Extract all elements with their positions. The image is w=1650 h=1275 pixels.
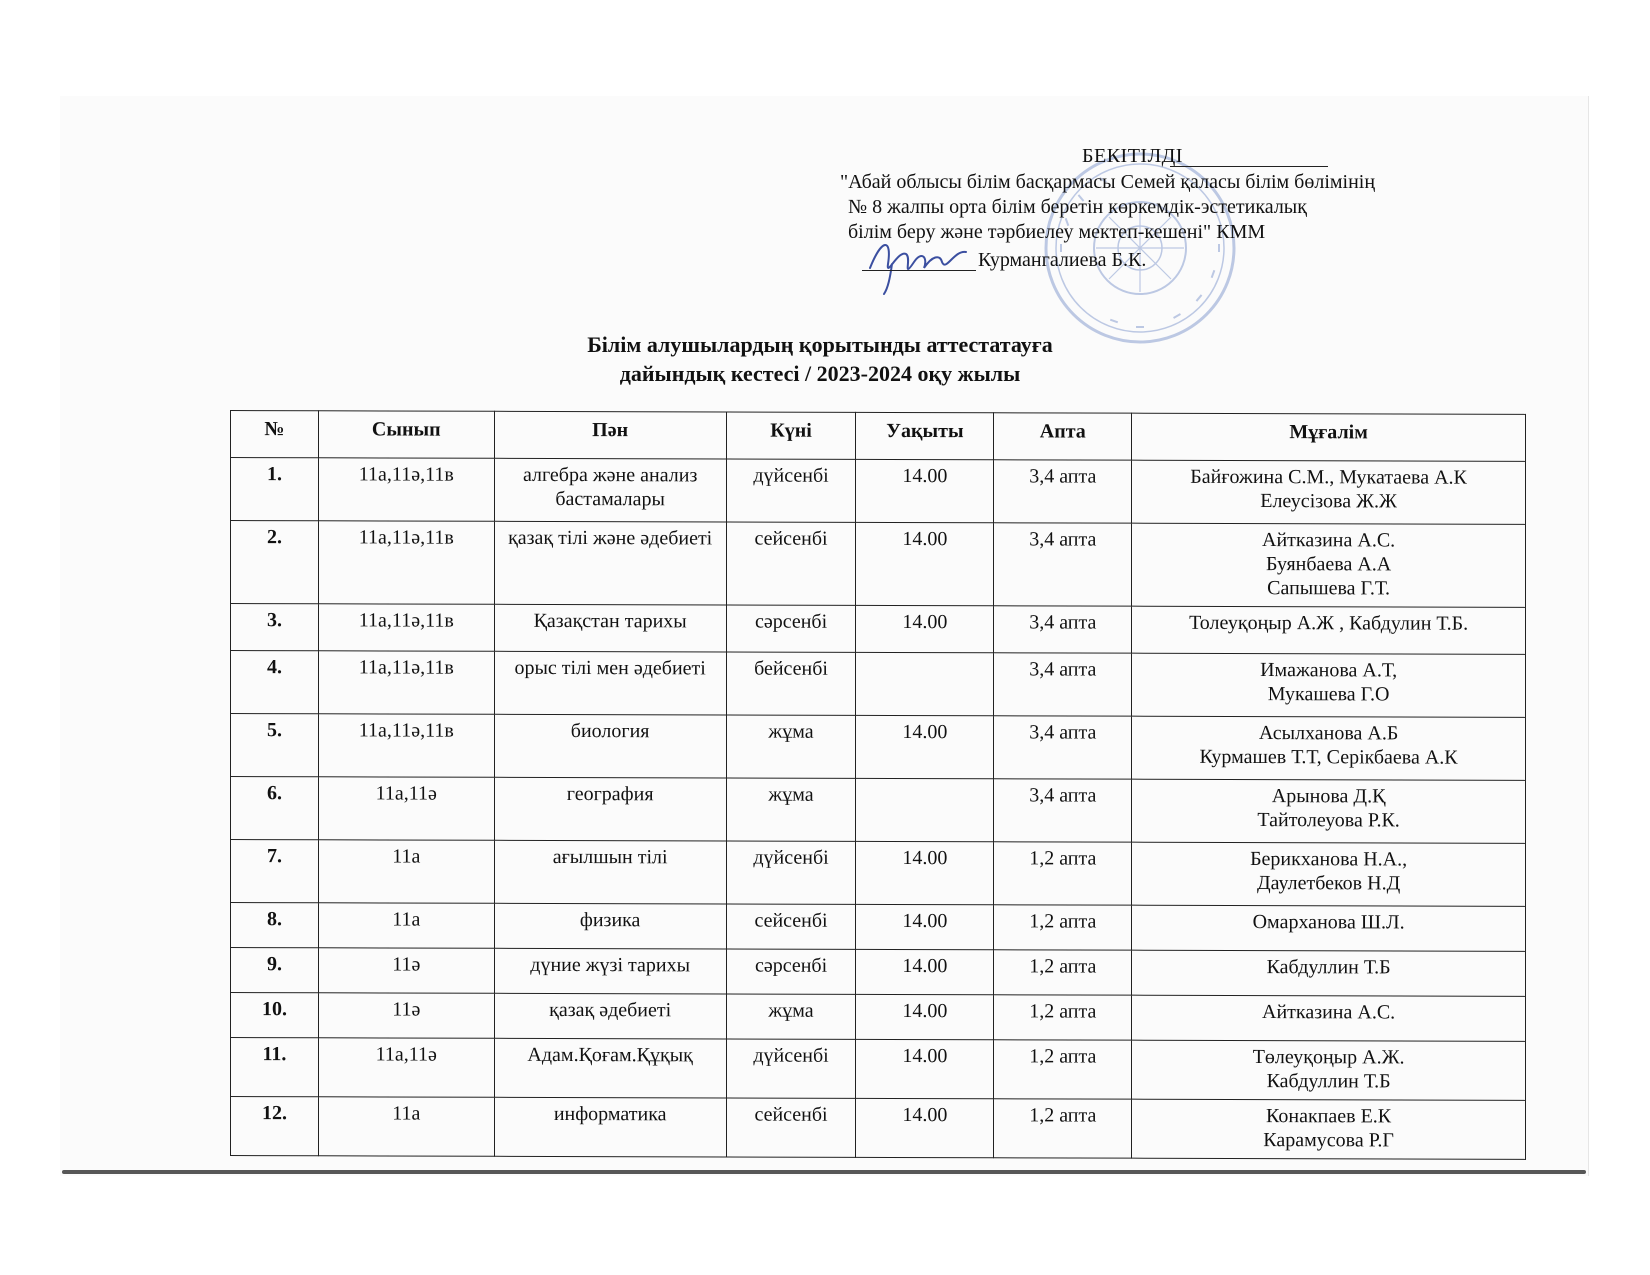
cell-teacher-line: Сапышева Г.Т. xyxy=(1267,577,1391,600)
cell-teacher xyxy=(1132,1040,1526,1100)
cell-subject xyxy=(494,1038,726,1098)
table-row xyxy=(231,840,1526,907)
cell-day: сейсенбі xyxy=(726,1098,856,1157)
cell-subject-line: алгебра және анализ xyxy=(522,463,698,487)
cell-subject xyxy=(494,1097,726,1157)
cell-subject xyxy=(494,840,726,904)
cell-time: 14.00 xyxy=(856,459,994,522)
approval-title: БЕКІТІЛДІ xyxy=(1082,145,1183,167)
document-title-line-1: Білім алушылардың қорытынды аттестатауға xyxy=(587,332,1053,357)
cell-subject xyxy=(494,604,726,652)
cell-week: 1,2 апта xyxy=(994,1040,1132,1099)
cell-num: 1. xyxy=(231,458,319,521)
cell-day: сәрсенбі xyxy=(726,605,856,652)
table-row xyxy=(231,1097,1526,1160)
cell-time: 14.00 xyxy=(856,605,994,652)
cell-subject-line: география xyxy=(566,782,654,806)
cell-class: 11ә xyxy=(318,993,494,1039)
cell-teacher-line: Буянбаева А.А xyxy=(1265,553,1392,576)
cell-subject-line: бастамалары xyxy=(555,487,665,511)
cell-subject xyxy=(494,521,726,605)
cell-subject-line: биология xyxy=(570,720,650,743)
cell-subject-line: орыс тілі мен әдебиеті xyxy=(514,656,706,680)
cell-week: 3,4 апта xyxy=(994,653,1132,716)
cell-teacher-line: Курмашев Т.Т, Серікбаева А.К xyxy=(1199,745,1458,769)
table-row xyxy=(231,777,1526,844)
cell-subject xyxy=(494,777,726,841)
cell-week: 3,4 апта xyxy=(994,779,1132,842)
cell-week: 3,4 апта xyxy=(994,523,1132,606)
cell-subject xyxy=(494,903,726,949)
scan-edge-line xyxy=(62,1170,1586,1174)
cell-num: 2. xyxy=(231,521,319,604)
cell-day: жұма xyxy=(726,778,856,841)
cell-teacher-line: Омарханова Ш.Л. xyxy=(1252,911,1405,934)
cell-time xyxy=(856,778,994,841)
cell-teacher-line: Айтказина А.С. xyxy=(1262,1001,1396,1024)
cell-teacher xyxy=(1132,523,1526,607)
table-body xyxy=(231,458,1526,1160)
cell-subject xyxy=(494,458,726,522)
table-row xyxy=(231,521,1526,608)
cell-class: 11а,11ә,11в xyxy=(318,521,494,605)
cell-teacher-line: Толеуқоңыр А.Ж , Кабдулин Т.Б. xyxy=(1189,611,1469,635)
cell-teacher xyxy=(1132,460,1526,524)
cell-num: 9. xyxy=(231,948,319,993)
cell-teacher-line: Асылханова А.Б xyxy=(1258,722,1399,745)
table-row xyxy=(231,1038,1526,1101)
cell-num: 5. xyxy=(231,714,319,777)
cell-subject xyxy=(494,651,726,715)
table-row xyxy=(231,948,1526,997)
cell-time: 14.00 xyxy=(856,904,994,949)
cell-teacher xyxy=(1132,842,1526,906)
cell-teacher-line: Даулетбеков Н.Д xyxy=(1256,872,1401,895)
cell-day: дүйсенбі xyxy=(726,841,856,904)
cell-teacher-line: Кабдуллин Т.Б xyxy=(1266,1070,1391,1093)
cell-class: 11а,11ә xyxy=(318,777,494,841)
cell-week: 1,2 апта xyxy=(994,1099,1132,1158)
cell-teacher xyxy=(1132,905,1526,951)
cell-day: дүйсенбі xyxy=(726,1039,856,1098)
cell-week: 1,2 апта xyxy=(994,950,1132,995)
cell-subject-line: қазақ тілі және әдебиеті xyxy=(508,526,713,550)
cell-teacher xyxy=(1132,716,1526,780)
cell-week: 3,4 апта xyxy=(994,460,1132,523)
cell-class: 11а,11ә xyxy=(318,1038,494,1098)
cell-teacher xyxy=(1132,950,1526,996)
cell-num: 10. xyxy=(231,993,319,1038)
table-row xyxy=(231,714,1526,781)
cell-subject-line: Адам.Қоғам.Құқық xyxy=(527,1043,693,1067)
document-title-line-2: дайындық кестесі / 2023-2024 оқу жылы xyxy=(619,361,1021,386)
cell-time: 14.00 xyxy=(856,522,994,605)
header-time: Уақыты xyxy=(856,412,994,459)
cell-day: сейсенбі xyxy=(726,522,856,605)
cell-time: 14.00 xyxy=(856,1098,994,1157)
cell-day: дүйсенбі xyxy=(726,459,856,522)
header-day: Күні xyxy=(726,412,856,459)
cell-time: 14.00 xyxy=(856,841,994,904)
cell-teacher xyxy=(1132,1099,1526,1159)
cell-class: 11а xyxy=(318,903,494,949)
cell-teacher-line: Айтказина А.С. xyxy=(1262,529,1396,552)
cell-teacher-line: Төлеуқоңыр А.Ж. xyxy=(1252,1046,1405,1069)
cell-teacher-line: Елеусізова Ж.Ж xyxy=(1260,490,1397,513)
cell-class: 11а xyxy=(318,1097,494,1157)
signature-line xyxy=(862,270,976,271)
cell-subject xyxy=(494,714,726,778)
approval-signer: Курмангалиева Б.К. xyxy=(978,249,1147,271)
cell-day: жұма xyxy=(726,715,856,778)
cell-num: 8. xyxy=(231,903,319,948)
cell-teacher-line: Мукашева Г.О xyxy=(1267,683,1390,706)
table-row xyxy=(231,903,1526,952)
table-row xyxy=(231,993,1526,1042)
header-subject: Пән xyxy=(494,411,726,459)
cell-class: 11а,11ә,11в xyxy=(318,714,494,778)
cell-week: 3,4 апта xyxy=(994,716,1132,779)
cell-teacher xyxy=(1132,995,1526,1041)
cell-day: бейсенбі xyxy=(726,652,856,715)
cell-time: 14.00 xyxy=(856,994,994,1039)
cell-num: 4. xyxy=(231,651,319,714)
cell-week: 3,4 апта xyxy=(994,606,1132,653)
approval-org-line-3: білім беру және тәрбиелеу мектеп-кешені" КММ xyxy=(848,221,1266,243)
cell-time: 14.00 xyxy=(856,1039,994,1098)
cell-subject-line: ағылшын тілі xyxy=(552,845,668,869)
header-num: № xyxy=(231,411,319,458)
cell-subject-line: физика xyxy=(579,909,641,932)
cell-class: 11а,11ә,11в xyxy=(318,651,494,715)
cell-day: жұма xyxy=(726,994,856,1039)
cell-teacher-line: Карамусова Р.Г xyxy=(1263,1129,1394,1152)
cell-num: 6. xyxy=(231,777,319,840)
table-header-row xyxy=(231,411,1526,462)
schedule-table xyxy=(230,410,1526,1160)
cell-day: сәрсенбі xyxy=(726,949,856,994)
cell-subject-line: Қазақстан тарихы xyxy=(533,609,687,633)
cell-teacher xyxy=(1132,779,1526,843)
cell-teacher-line: Кабдуллин Т.Б xyxy=(1266,956,1391,979)
cell-subject-line: қазақ әдебиеті xyxy=(549,998,672,1022)
cell-teacher-line: Берикханова Н.А., xyxy=(1250,848,1408,871)
cell-teacher-line: Имажанова А.Т, xyxy=(1260,659,1398,682)
header-teacher: Мұғалім xyxy=(1132,413,1526,461)
table-row xyxy=(231,458,1526,525)
table-row xyxy=(231,651,1526,718)
cell-teacher-line: Тайтолеуова Р.К. xyxy=(1257,809,1400,832)
cell-time: 14.00 xyxy=(856,715,994,778)
cell-num: 12. xyxy=(231,1097,319,1156)
cell-teacher-line: Конакпаев Е.К xyxy=(1266,1105,1392,1128)
cell-time xyxy=(856,652,994,715)
cell-num: 3. xyxy=(231,604,319,651)
cell-subject-line: дүние жүзі тарихы xyxy=(530,953,691,977)
cell-subject xyxy=(494,948,726,994)
cell-teacher-line: Байғожина С.М., Мукатаева А.К xyxy=(1190,465,1467,489)
cell-class: 11а,11ә,11в xyxy=(318,458,494,522)
header-class: Сынып xyxy=(318,411,494,459)
cell-class: 11а xyxy=(318,840,494,904)
cell-day: сейсенбі xyxy=(726,904,856,949)
header-week: Апта xyxy=(994,413,1132,460)
approval-org-line-1: "Абай облысы білім басқармасы Семей қаласы білім бөлімінің xyxy=(840,171,1376,193)
cell-class: 11ә xyxy=(318,948,494,994)
cell-teacher xyxy=(1132,606,1526,654)
cell-time: 14.00 xyxy=(856,949,994,994)
table-row xyxy=(231,604,1526,655)
cell-num: 7. xyxy=(231,840,319,903)
document-title xyxy=(420,330,1220,388)
cell-week: 1,2 апта xyxy=(994,995,1132,1040)
cell-subject-line: информатика xyxy=(553,1102,667,1126)
cell-subject xyxy=(494,993,726,1039)
cell-teacher xyxy=(1132,653,1526,717)
cell-teacher-line: Арынова Д.Қ xyxy=(1271,785,1386,808)
cell-class: 11а,11ә,11в xyxy=(318,604,494,652)
cell-week: 1,2 апта xyxy=(994,905,1132,950)
cell-num: 11. xyxy=(231,1038,319,1097)
approval-title-underline xyxy=(1170,166,1328,167)
approval-org-line-2: № 8 жалпы орта білім беретін көркемдік-эстетикалық xyxy=(848,196,1307,218)
cell-week: 1,2 апта xyxy=(994,842,1132,905)
